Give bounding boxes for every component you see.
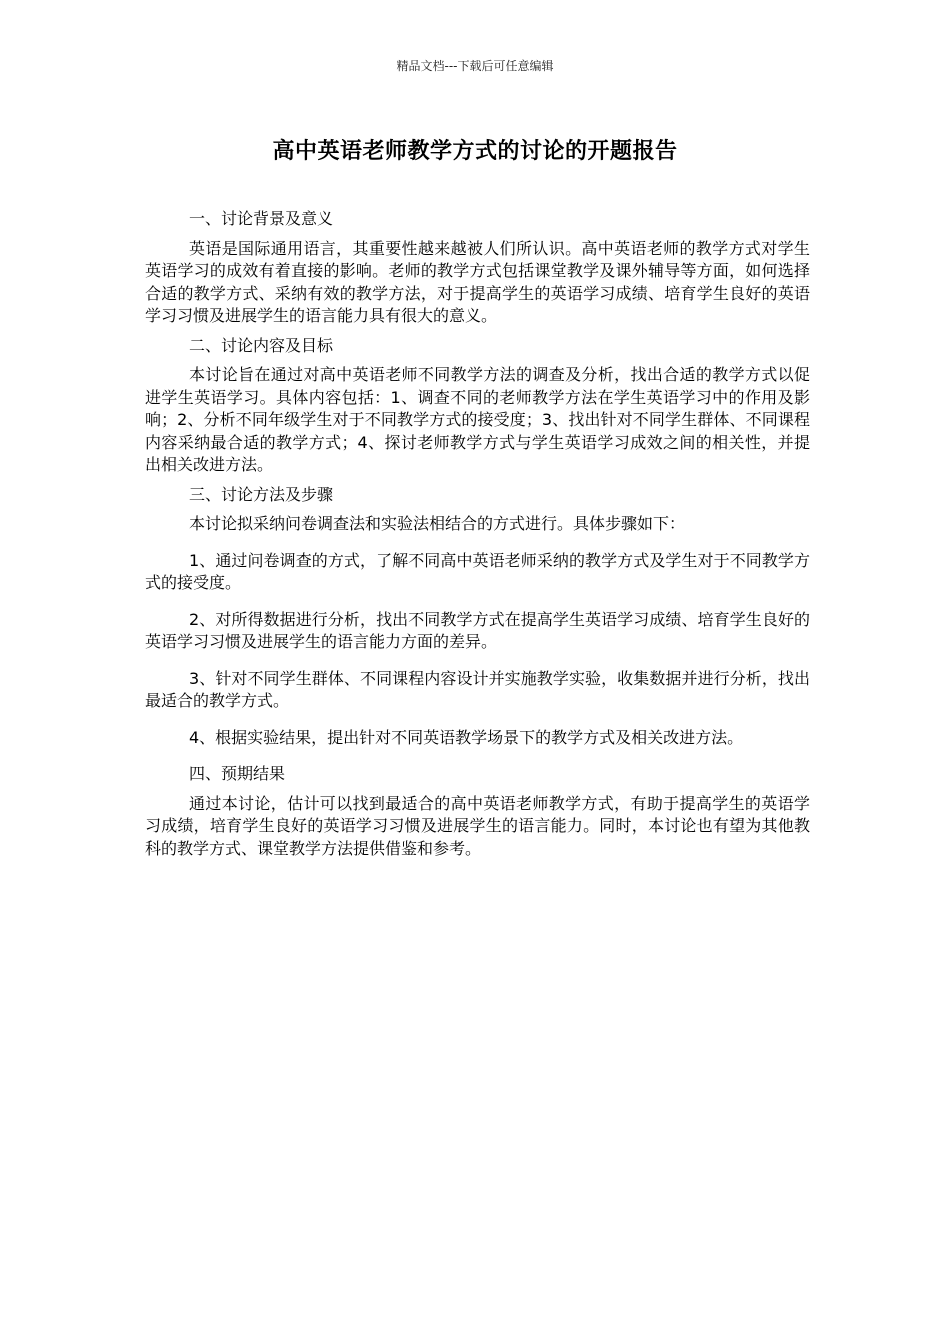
section-heading: 四、预期结果 — [189, 764, 286, 783]
section-heading: 三、讨论方法及步骤 — [189, 484, 334, 504]
section-paragraph: 英语是国际通用语言，其重要性越来越被人们所认识。高中英语老师的教学方式对学生英语学习的成效有着直接的影响。老师的教学方式包括课堂教学及课外辅导等方面，如何选择合适的教学方式、采纳有效的教学方法，对于提高学生的英语学习成绩、培育学生良好的英语学习习惯及进展学生的语言能力具有很大的意义。 — [145, 238, 810, 325]
section-lead: 本讨论拟采纳问卷调查法和实验法相结合的方式进行。具体步骤如下： — [189, 514, 686, 533]
section-paragraph: 通过本讨论，估计可以找到最适合的高中英语老师教学方式，有助于提高学生的英语学习成绩，培育学生良好的英语学习习惯及进展学生的语言能力。同时，本讨论也有望为其他教科的教学方式、课堂教学方法提供借鉴和参考。 — [145, 793, 810, 858]
page-header: 精品文档---下载后可任意编辑 — [396, 59, 554, 73]
method-step: 2、对所得数据进行分析，找出不同教学方式在提高学生英语学习成绩、培育学生良好的英语学习习惯及进展学生的语言能力方面的差异。 — [145, 609, 810, 651]
document-body — [145, 208, 810, 867]
document-title: 高中英语老师教学方式的讨论的开题报告 — [272, 139, 678, 164]
method-step: 1、通过问卷调查的方式，了解不同高中英语老师采纳的教学方式及学生对于不同教学方式的接受度。 — [145, 550, 810, 592]
method-step: 4、根据实验结果，提出针对不同英语教学场景下的教学方式及相关改进方法。 — [189, 727, 744, 747]
section-paragraph: 本讨论旨在通过对高中英语老师不同教学方法的调查及分析，找出合适的教学方式以促进学生英语学习。具体内容包括：1、调查不同的老师教学方法在学生英语学习中的作用及影响；2、分析不同年级学生对于不同教学方式的接受度；3、找出针对不同学生群体、不同课程内容采纳最合适的教学方式；4、探讨老师教学方式与学生英语学习成效之间的相关性，并提出相关改进方法。 — [145, 365, 810, 474]
method-step: 3、针对不同学生群体、不同课程内容设计并实施教学实验，收集数据并进行分析，找出最适合的教学方式。 — [145, 668, 810, 710]
section-heading: 一、讨论背景及意义 — [189, 209, 334, 228]
section-heading: 二、讨论内容及目标 — [189, 335, 334, 355]
